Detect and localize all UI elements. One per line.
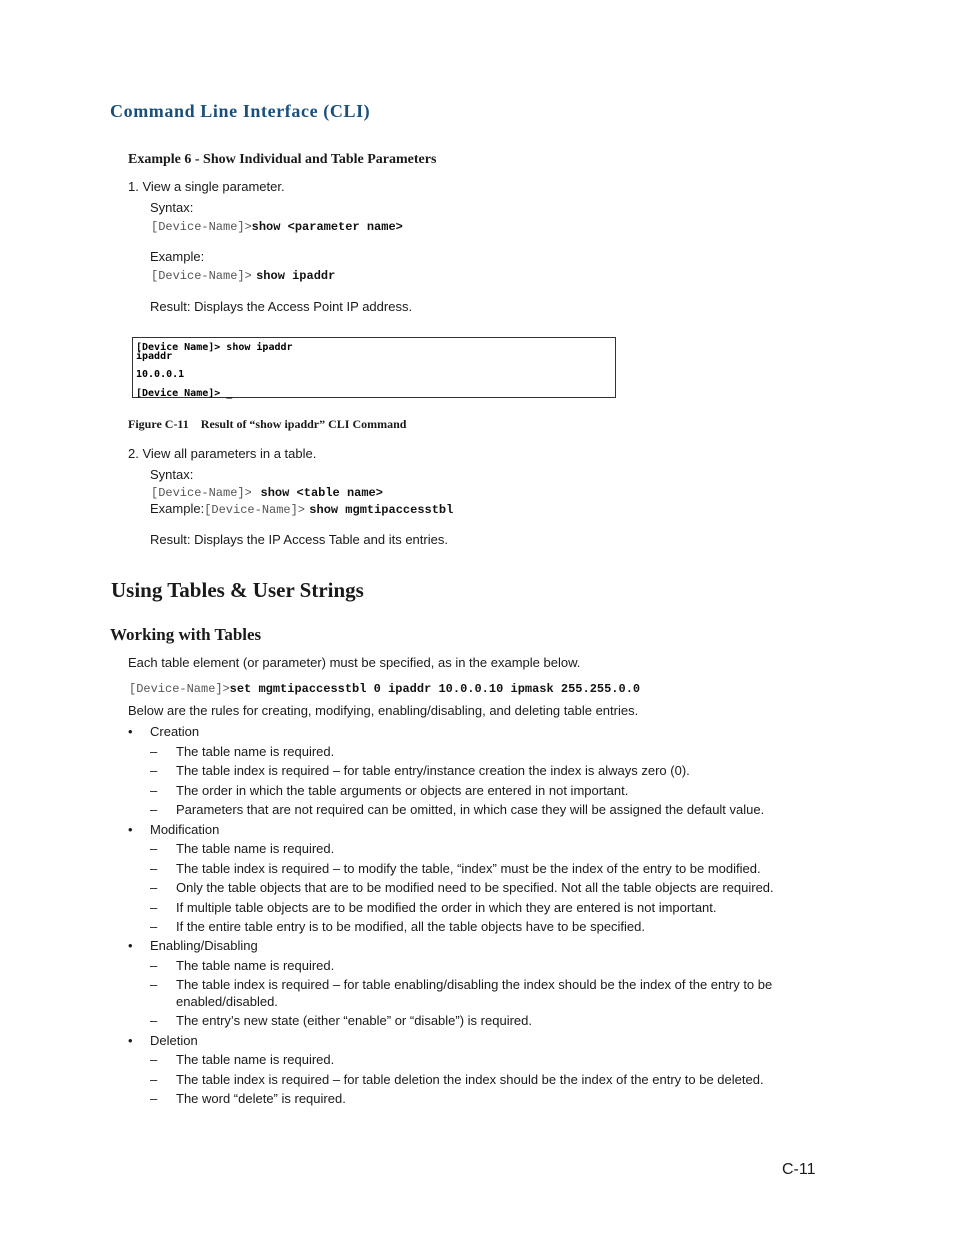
- page-number: C-11: [782, 1161, 816, 1178]
- code-gt: >: [244, 219, 252, 233]
- figure-caption: Figure C-11 Result of “show ipaddr” CLI Command: [128, 417, 407, 431]
- code-gt: >: [244, 485, 252, 499]
- step1-syntax-code: [151, 217, 403, 235]
- list-item: The table index is required – to modify the table, “index” must be the index of the entry to be modified.: [176, 861, 761, 876]
- list-item: The table name is required.: [176, 958, 335, 973]
- dash-marker: –: [150, 861, 158, 876]
- list-item: The table name is required.: [176, 744, 335, 759]
- bullet-enabling: Enabling/Disabling: [150, 938, 258, 953]
- list-item: The entry’s new state (either “enable” or “disable”) is required.: [176, 1013, 532, 1028]
- list-item: If the entire table entry is to be modified, all the table objects have to be specified.: [176, 919, 646, 934]
- code-prompt: [Device-Name]: [129, 682, 223, 696]
- list-item: The order in which the table arguments or objects are entered in not important.: [176, 783, 629, 798]
- terminal-line: [Device Name]> show ipaddr: [136, 342, 293, 353]
- code-prompt: [Device-Name]: [151, 220, 245, 234]
- step2-text: 2. View all parameters in a table.: [128, 446, 317, 461]
- code-command: show <parameter name>: [251, 220, 403, 234]
- dash-marker: –: [150, 880, 158, 895]
- step2-syntax-label: Syntax:: [150, 467, 194, 482]
- main-heading: Using Tables & User Strings: [111, 578, 364, 602]
- dash-marker: –: [150, 958, 158, 973]
- bullet-creation: Creation: [150, 724, 200, 739]
- list-item: The table index is required – for table entry/instance creation the index is always zero (0).: [176, 763, 690, 778]
- dash-marker: –: [150, 900, 158, 915]
- list-item: The table name is required.: [176, 1052, 335, 1067]
- step1-text: 1. View a single parameter.: [128, 179, 285, 194]
- list-item: The table name is required.: [176, 841, 335, 856]
- dash-marker: –: [150, 1072, 158, 1087]
- bullet-marker: •: [128, 822, 133, 837]
- step2-result: Result: Displays the IP Access Table and its entries.: [150, 532, 448, 547]
- bullet-marker: •: [128, 938, 133, 953]
- list-item: Parameters that are not required can be omitted, in which case they will be assigned the default value.: [176, 802, 765, 817]
- step1-example-label: Example:: [150, 249, 205, 264]
- bullet-deletion: Deletion: [150, 1033, 198, 1048]
- dash-marker: –: [150, 1013, 158, 1028]
- example-heading: Example 6 - Show Individual and Table Parameters: [128, 152, 437, 167]
- dash-marker: –: [150, 1052, 158, 1067]
- code-command: set mgmtipaccesstbl 0 ipaddr 10.0.0.10 ipmask 255.255.0.0: [229, 682, 641, 696]
- rules-intro: Below are the rules for creating, modifying, enabling/disabling, and deleting table entries.: [128, 703, 639, 718]
- terminal-line: 10.0.0.1: [136, 369, 185, 380]
- terminal-line: [Device Name]> _: [136, 388, 233, 399]
- dash-marker: –: [150, 802, 158, 817]
- terminal-line: ipaddr: [136, 351, 173, 362]
- section-title: Command Line Interface (CLI): [110, 101, 371, 121]
- step1-syntax-label: Syntax:: [150, 200, 194, 215]
- code-command: show ipaddr: [256, 269, 336, 283]
- list-item: The table index is required – for table deletion the index should be the index of the entry to be deleted.: [176, 1072, 764, 1087]
- code-gt: >: [297, 502, 305, 516]
- code-command: show mgmtipaccesstbl: [309, 503, 454, 517]
- list-item: If multiple table objects are to be modified the order in which they are entered is not important.: [176, 900, 717, 915]
- dash-marker: –: [150, 1091, 158, 1106]
- step2-example-label: Example:: [150, 501, 205, 516]
- code-gt: >: [244, 268, 252, 282]
- bullet-modification: Modification: [150, 822, 220, 837]
- code-prompt: [Device-Name]: [151, 269, 245, 283]
- code-command: show <table name>: [260, 486, 383, 500]
- list-item-continuation: enabled/disabled.: [176, 994, 278, 1009]
- intro-text: Each table element (or parameter) must be specified, as in the example below.: [128, 655, 581, 670]
- step1-result: Result: Displays the Access Point IP address.: [150, 299, 413, 314]
- dash-marker: –: [150, 977, 158, 992]
- dash-marker: –: [150, 841, 158, 856]
- bullet-marker: •: [128, 1033, 133, 1048]
- code-gt: >: [222, 681, 230, 695]
- terminal-screenshot: [132, 337, 616, 398]
- code-prompt: [Device-Name]: [151, 486, 245, 500]
- list-item: Only the table objects that are to be modified need to be specified. Not all the table objects are required.: [176, 880, 774, 895]
- step1-example-code: [151, 266, 335, 284]
- step2-syntax-code: [151, 483, 383, 501]
- dash-marker: –: [150, 763, 158, 778]
- set-command-example: [129, 679, 640, 697]
- bullet-marker: •: [128, 724, 133, 739]
- dash-marker: –: [150, 744, 158, 759]
- dash-marker: –: [150, 783, 158, 798]
- step2-example-line: [150, 500, 453, 518]
- code-prompt: [Device-Name]: [204, 503, 298, 517]
- list-item: The table index is required – for table enabling/disabling the index should be the index of the entry to be: [176, 977, 773, 992]
- dash-marker: –: [150, 919, 158, 934]
- sub-heading: Working with Tables: [110, 625, 262, 644]
- list-item: The word “delete” is required.: [176, 1091, 346, 1106]
